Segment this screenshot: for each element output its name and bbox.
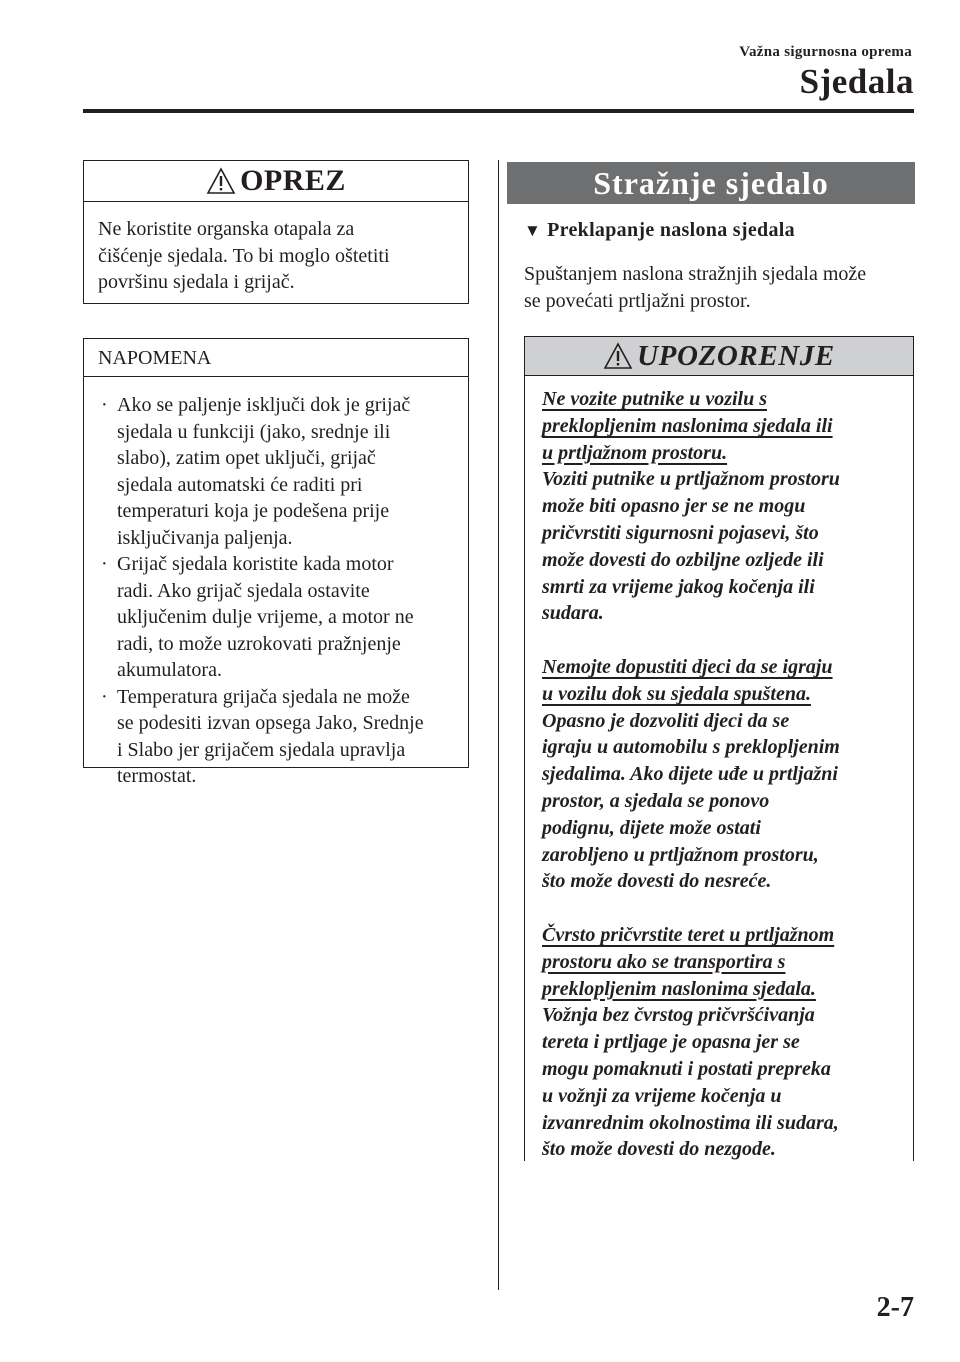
warning-lead-line: Čvrsto pričvrstite teret u prtljažnom: [542, 923, 835, 946]
note-item: [101, 684, 458, 790]
note-item: [101, 392, 458, 551]
caution-line: Ne koristite organska otapala za: [98, 218, 355, 240]
warning-body-line: zarobljeno u prtljažnom prostoru,: [542, 843, 819, 866]
bullet-icon: ·: [101, 553, 108, 575]
warning-body-line: Opasno je dozvoliti djeci da se: [542, 709, 790, 732]
warning-triangle-icon: [603, 342, 633, 370]
note-box: [83, 338, 469, 787]
note-line: radi. Ako grijač sjedala ostavite: [117, 579, 370, 602]
warning-lead-line: preklopljenim naslonima sjedala.: [542, 977, 816, 1000]
note-line: Grijač sjedala koristite kada motor: [117, 553, 394, 575]
warning-body-line: sudara.: [542, 602, 604, 625]
note-line: radi, to može uzrokovati pražnjenje: [117, 632, 401, 655]
warning-body-line: Voziti putnike u prtljažnom prostoru: [542, 468, 840, 491]
warning-text: [524, 376, 914, 1163]
section-banner: Stražnje sjedalo: [507, 162, 915, 204]
page-number: 2-7: [876, 1292, 914, 1323]
warning-paragraph: [542, 386, 904, 627]
warning-body-line: tereta i prtljage je opasna jer se: [542, 1031, 800, 1054]
note-line: temperaturi koja je podešena prije: [117, 500, 390, 522]
warning-body-line: može dovesti do ozbiljne ozljede ili: [542, 548, 824, 571]
warning-body-line: može biti opasno jer se ne mogu: [542, 495, 806, 518]
warning-lead-line: Nemojte dopustiti djeci da se igraju: [542, 655, 833, 678]
note-line: Temperatura grijača sjedala ne može: [117, 685, 410, 708]
note-line: termostat.: [117, 765, 197, 787]
warning-body-line: pričvrstiti sigurnosni pojasevi, što: [542, 521, 819, 544]
intro-text: [524, 261, 914, 314]
caution-line: površinu sjedala i grijač.: [98, 271, 295, 293]
intro-line: Spuštanjem naslona stražnjih sjedala može: [524, 263, 867, 285]
warning-body-line: prostor, a sjedala se ponovo: [542, 789, 770, 812]
warning-body-line: podignu, dijete može ostati: [542, 816, 761, 839]
note-line: i Slabo jer grijačem sjedala upravlja: [117, 738, 406, 761]
bullet-icon: ·: [101, 394, 108, 416]
warning-body-line: što može dovesti do nesreće.: [542, 870, 772, 893]
note-title: NAPOMENA: [84, 339, 468, 377]
warning-body-line: izvanrednim okolnostima ili sudara,: [542, 1111, 839, 1134]
caution-line: čišćenje sjedala. To bi moglo oštetiti: [98, 244, 390, 267]
caution-box: [83, 160, 469, 304]
warning-body-line: igraju u automobilu s preklopljenim: [542, 736, 840, 759]
warning-lead-line: preklopljenim naslonima sjedala ili: [542, 414, 833, 437]
note-list: [84, 377, 468, 790]
note-line: isključivanja paljenja.: [117, 526, 293, 549]
note-line: uključenim dulje vrijeme, a motor ne: [117, 606, 414, 628]
intro-line: se povećati prtljažni prostor.: [524, 289, 751, 312]
warning-lead-line: u vozilu dok su sjedala spuštena.: [542, 682, 811, 705]
header-rule: [83, 109, 914, 113]
warning-body-line: smrti za vrijeme jakog kočenja ili: [542, 575, 815, 598]
warning-title: UPOZORENJE: [637, 339, 835, 372]
page-title: Sjedala: [799, 62, 914, 101]
warning-paragraph: [542, 654, 904, 895]
subheading-text: Preklapanje naslona sjedala: [547, 219, 795, 241]
caution-title: OPREZ: [240, 164, 346, 197]
warning-body-line: Vožnja bez čvrstog pričvršćivanja: [542, 1004, 815, 1027]
note-line: se podesiti izvan opsega Jako, Srednje: [117, 712, 424, 734]
warning-body-line: mogu pomaknuti i postati prepreka: [542, 1057, 831, 1080]
bullet-icon: ·: [101, 685, 108, 708]
warning-body-line: što može dovesti do nezgode.: [542, 1138, 776, 1161]
caution-header: [84, 161, 468, 202]
warning-lead-line: Ne vozite putnike u vozilu s: [542, 388, 768, 410]
note-line: Ako se paljenje isključi dok je grijač: [117, 394, 411, 416]
warning-lead-line: u prtljažnom prostoru.: [542, 441, 728, 464]
note-line: sjedala u funkciji (jako, srednje ili: [117, 420, 391, 443]
note-item: [101, 551, 458, 684]
warning-paragraph: [542, 922, 904, 1163]
warning-left-border: [524, 336, 525, 1161]
warning-lead-line: prostoru ako se transportira s: [542, 950, 786, 973]
note-line: akumulatora.: [117, 659, 222, 681]
caution-text: [84, 202, 468, 296]
column-divider: [498, 160, 499, 1290]
subheading: [524, 219, 795, 242]
warning-triangle-icon: [206, 167, 236, 195]
warning-right-border: [913, 336, 914, 1161]
warning-box: [524, 336, 914, 1161]
note-line: slabo), zatim opet uključi, grijač: [117, 447, 376, 469]
note-line: sjedala automatski će raditi pri: [117, 473, 363, 496]
warning-body-line: u vožnji za vrijeme kočenja u: [542, 1084, 782, 1107]
warning-header: [524, 336, 914, 376]
triangle-down-icon: ▼: [524, 221, 542, 240]
warning-body-line: sjedalima. Ako dijete uđe u prtljažni: [542, 763, 838, 786]
header-section-label: Važna sigurnosna oprema: [739, 44, 912, 60]
